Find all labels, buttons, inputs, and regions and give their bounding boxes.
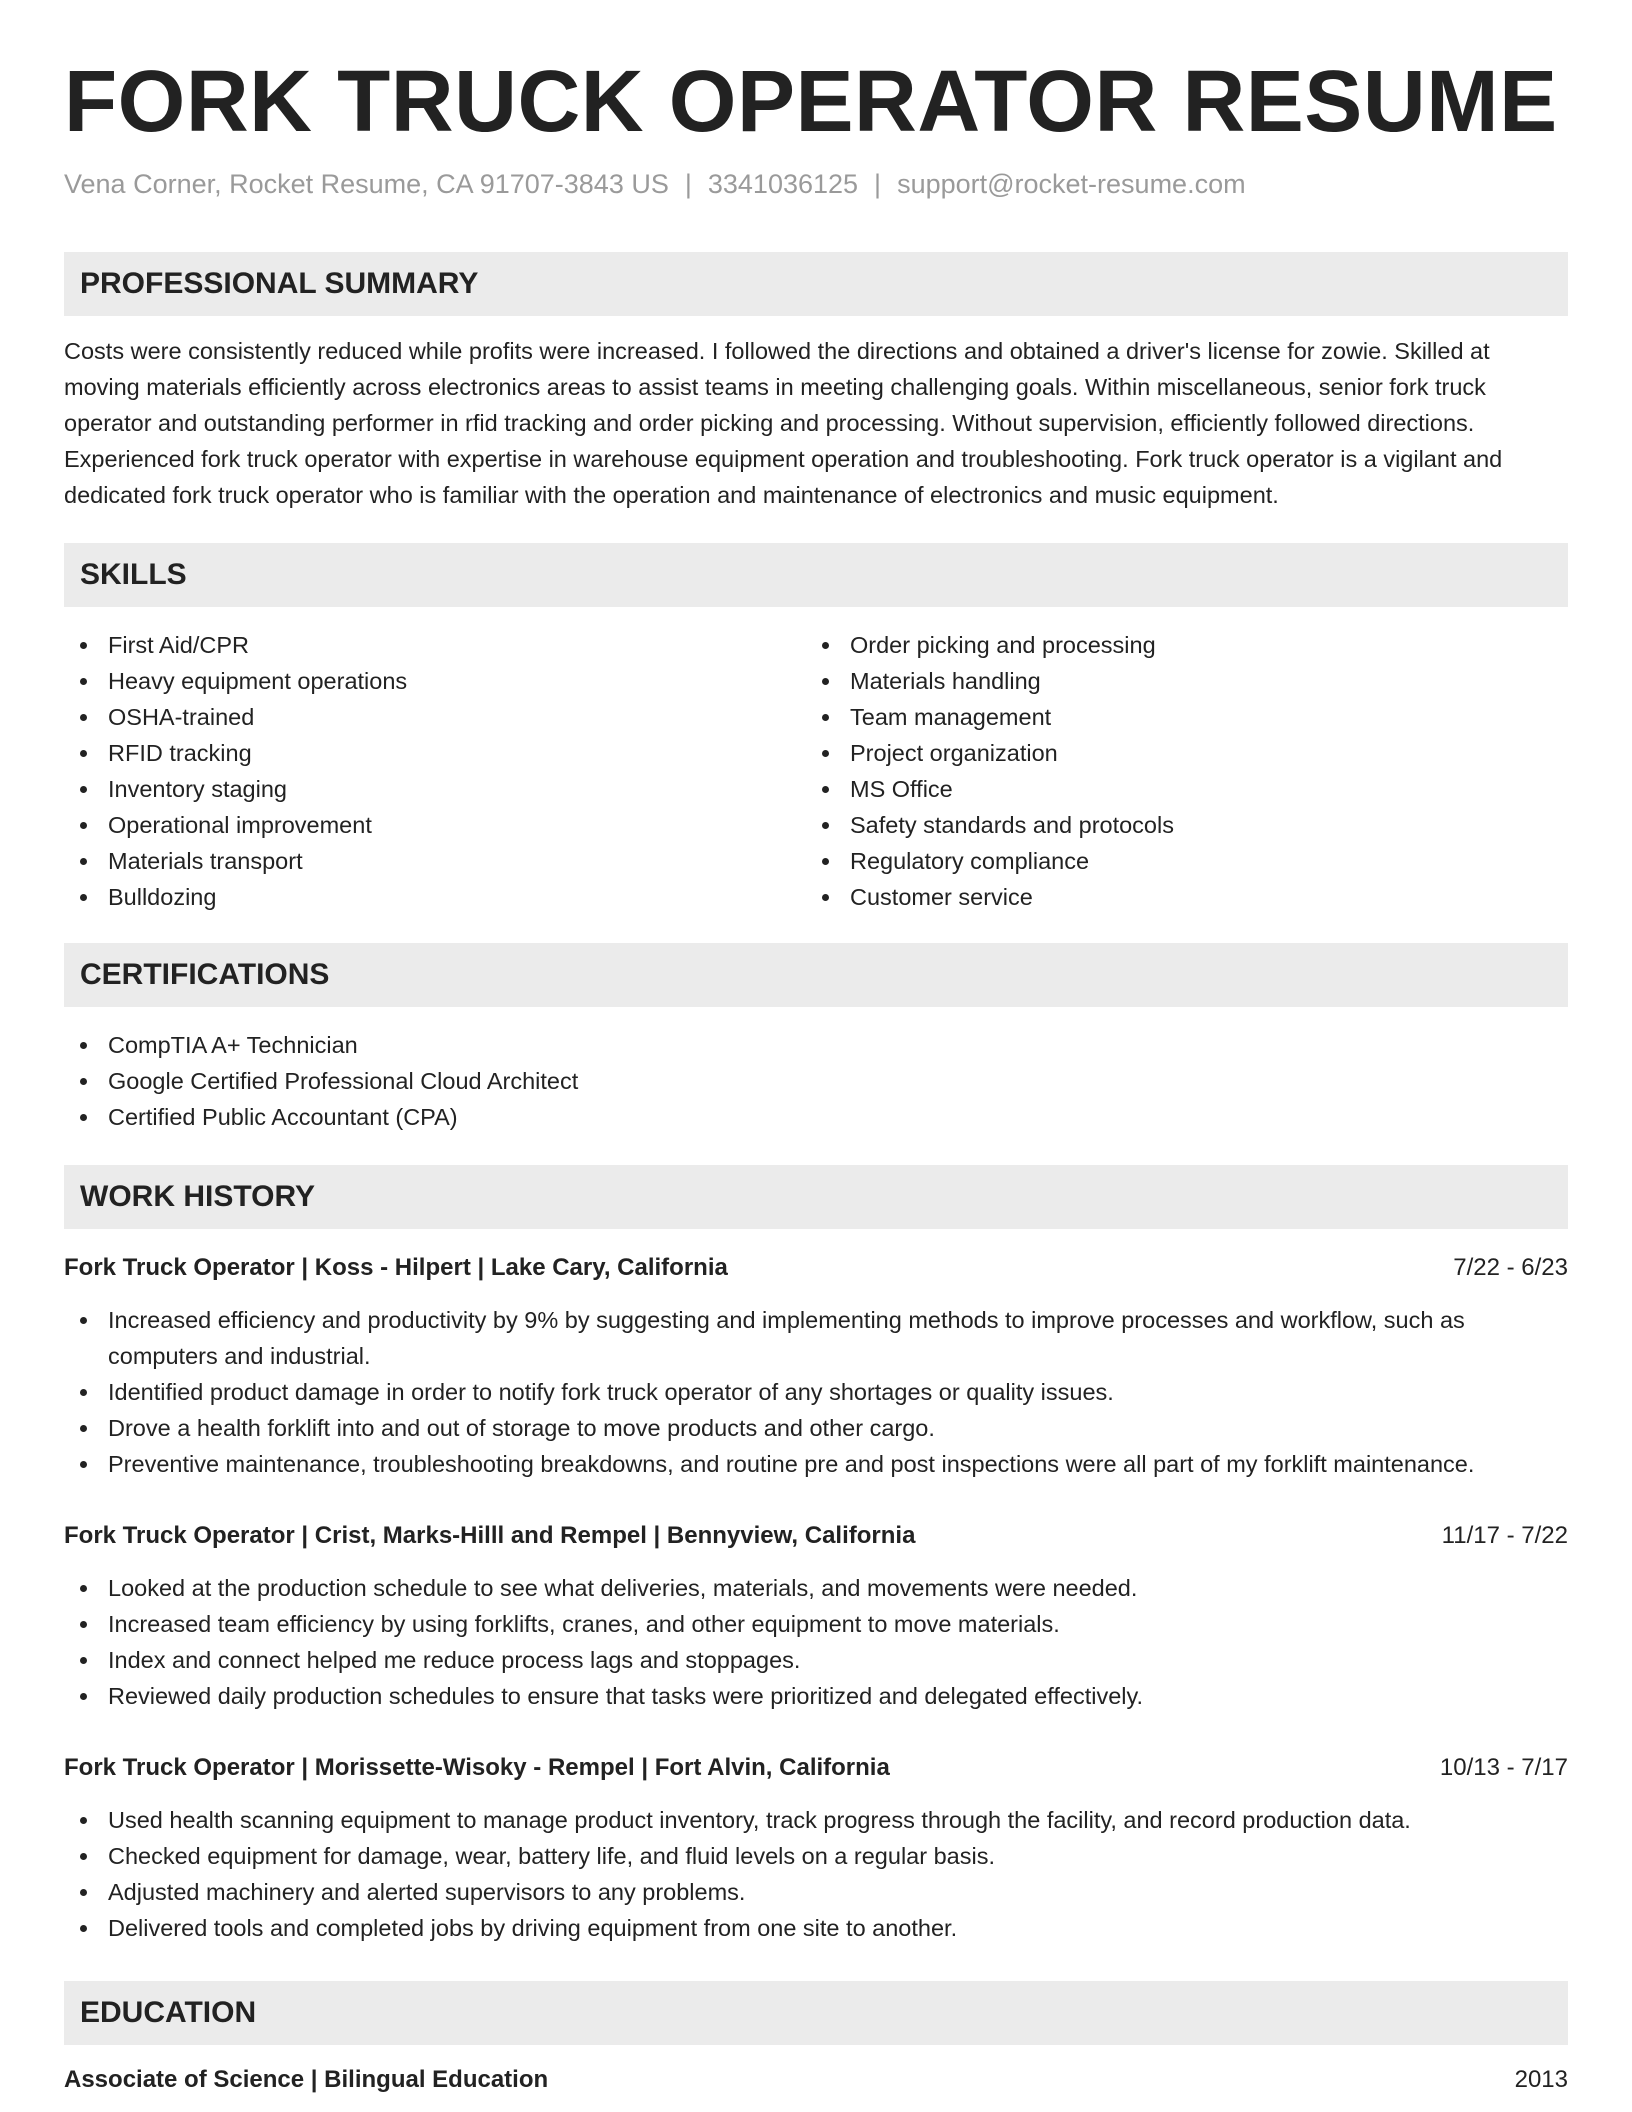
skill-item: Operational improvement: [64, 807, 804, 843]
education-year: 2013: [1514, 2066, 1568, 2093]
certification-item: Certified Public Accountant (CPA): [64, 1099, 1568, 1135]
job-header: [64, 1518, 1568, 1554]
skill-item: Team management: [806, 699, 1546, 735]
summary-heading: PROFESSIONAL SUMMARY: [64, 252, 1568, 316]
job-title: Fork Truck Operator | Crist, Marks-Hilll and Rempel | Bennyview, California: [64, 1522, 916, 1549]
work-history-heading: WORK HISTORY: [64, 1165, 1568, 1229]
skill-item: RFID tracking: [64, 735, 804, 771]
skill-item: Materials handling: [806, 663, 1546, 699]
job-bullet: Looked at the production schedule to see what deliveries, materials, and movements were needed.: [64, 1570, 1568, 1606]
job-dates: 11/17 - 7/22: [1441, 1522, 1568, 1549]
skill-item: Order picking and processing: [806, 627, 1546, 663]
contact-separator: |: [874, 169, 882, 199]
skill-item: Customer service: [806, 879, 1546, 915]
job-bullets: [64, 1802, 1568, 1946]
job-header: [64, 1250, 1568, 1286]
job-dates: 10/13 - 7/17: [1439, 1754, 1568, 1781]
skill-item: Inventory staging: [64, 771, 804, 807]
education-entry: [64, 2062, 1568, 2098]
skills-list-left: [64, 627, 804, 915]
job-bullets: [64, 1570, 1568, 1714]
skills-list-right: [806, 627, 1546, 915]
education-heading: EDUCATION: [64, 1981, 1568, 2045]
skill-item: OSHA-trained: [64, 699, 804, 735]
skill-item: Materials transport: [64, 843, 804, 879]
education-degree: Associate of Science | Bilingual Education: [64, 2066, 549, 2093]
job-bullet: Increased efficiency and productivity by 9% by suggesting and implementing methods to improve processes and workflow, such as computers and industrial.: [64, 1302, 1568, 1374]
job-bullet: Reviewed daily production schedules to ensure that tasks were prioritized and delegated effectively.: [64, 1678, 1568, 1714]
contact-separator: |: [684, 169, 692, 199]
resume-title: FORK TRUCK OPERATOR RESUME: [64, 53, 1558, 150]
job-bullet: Checked equipment for damage, wear, battery life, and fluid levels on a regular basis.: [64, 1838, 1568, 1874]
skill-item: Safety standards and protocols: [806, 807, 1546, 843]
job-bullet: Used health scanning equipment to manage product inventory, track progress through the facility, and record production data.: [64, 1802, 1568, 1838]
job-header: [64, 1750, 1568, 1786]
certification-item: CompTIA A+ Technician: [64, 1027, 1568, 1063]
contact-address: Vena Corner, Rocket Resume, CA 91707-3843 US: [64, 169, 669, 199]
summary-text: Costs were consistently reduced while profits were increased. I followed the directions and obtained a driver's license for zowie. Skilled at moving materials efficiently across electronics areas to assist teams in meeting challenging goals. Within miscellaneous, senior fork truck operator and outstanding performer in rfid tracking and order picking and processing. Without supervision, efficiently followed directions. Experienced fork truck operator with expertise in warehouse equipment operation and troubleshooting. Fork truck operator is a vigilant and dedicated fork truck operator who is familiar with the operation and maintenance of electronics and music equipment.: [64, 338, 1503, 508]
job-bullet: Index and connect helped me reduce process lags and stoppages.: [64, 1642, 1568, 1678]
job-title: Fork Truck Operator | Morissette-Wisoky - Rempel | Fort Alvin, California: [64, 1754, 890, 1781]
job-dates: 7/22 - 6/23: [1453, 1254, 1568, 1281]
skill-item: Regulatory compliance: [806, 843, 1546, 879]
job-bullet: Delivered tools and completed jobs by driving equipment from one site to another.: [64, 1910, 1568, 1946]
job-bullet: Drove a health forklift into and out of storage to move products and other cargo.: [64, 1410, 1568, 1446]
certification-item: Google Certified Professional Cloud Architect: [64, 1063, 1568, 1099]
job-bullet: Adjusted machinery and alerted supervisors to any problems.: [64, 1874, 1568, 1910]
skill-item: MS Office: [806, 771, 1546, 807]
skill-item: Project organization: [806, 735, 1546, 771]
contact-line: [64, 166, 1246, 202]
job-title: Fork Truck Operator | Koss - Hilpert | Lake Cary, California: [64, 1254, 728, 1281]
certifications-heading: CERTIFICATIONS: [64, 943, 1568, 1007]
job-bullet: Identified product damage in order to notify fork truck operator of any shortages or quality issues.: [64, 1374, 1568, 1410]
contact-email: support@rocket-resume.com: [897, 169, 1246, 199]
job-bullet: Preventive maintenance, troubleshooting breakdowns, and routine pre and post inspections were all part of my forklift maintenance.: [64, 1446, 1568, 1482]
contact-phone: 3341036125: [707, 169, 859, 199]
skill-item: First Aid/CPR: [64, 627, 804, 663]
job-bullet: Increased team efficiency by using forklifts, cranes, and other equipment to move materials.: [64, 1606, 1568, 1642]
certifications-list: [64, 1027, 1568, 1135]
skill-item: Heavy equipment operations: [64, 663, 804, 699]
skills-heading: SKILLS: [64, 543, 1568, 607]
skill-item: Bulldozing: [64, 879, 804, 915]
job-bullets: [64, 1302, 1568, 1482]
